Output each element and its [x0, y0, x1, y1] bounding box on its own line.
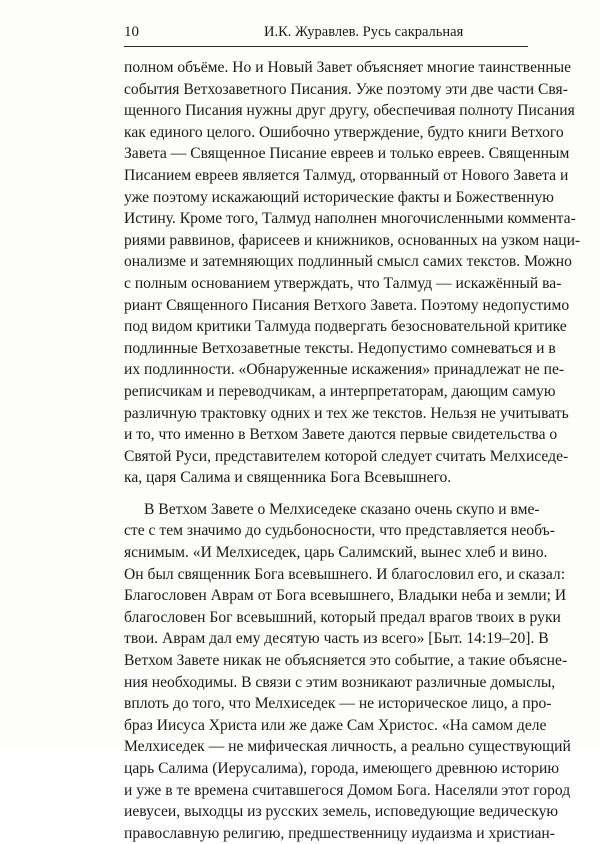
page-header: [124, 22, 522, 42]
text-line: под видом критики Талмуда подвергать безосновательной критике: [124, 318, 567, 336]
text-line: Ветхом Завете никак не объясняется это событие, а такие объясне-: [124, 652, 568, 670]
text-line: и уже в те времена считавшегося Домом Бога. Населяли этот город: [124, 781, 571, 799]
text-line: благословен Бог всевышний, который предал врагов твоих в руки: [124, 608, 561, 626]
text-line: яснимым. «И Мелхиседек, царь Салимский, вынес хлеб и вино.: [124, 544, 548, 562]
text-line: В Ветхом Завете о Мелхиседеке сказано очень скупо и вме-: [144, 500, 540, 518]
text-line: их подлинности. «Обнаруженные искажения» принадлежат не пе-: [124, 361, 565, 379]
text-line: различную трактовку одних и тех же текстов. Нельзя не учитывать: [124, 404, 569, 422]
text-line: сте с тем значимо до судьбоносности, что представляется необъ-: [124, 522, 555, 540]
text-line: православную религию, предшественницу иудаизма и христиан-: [124, 824, 555, 842]
text-line: риями раввинов, фарисеев и книжников, основанных на узком наци-: [124, 231, 581, 249]
text-line: щенного Писания нужны друг другу, обеспечивая полноту Писания: [124, 102, 575, 120]
text-line: твои. Аврам дал ему десятую часть из всего» [Быт. 14:19–20]. В: [124, 630, 549, 648]
text-line: с полным основанием утверждать, что Талмуд — искажённый ва-: [124, 274, 562, 292]
text-line: Писанием евреев является Талмуд, оторванный от Нового Завета и: [124, 166, 569, 184]
text-line: события Ветхозаветного Писания. Уже поэтому эти две части Свя-: [124, 80, 568, 98]
text-line: царь Салима (Иерусалима), города, имеющего древнюю историю: [124, 760, 560, 777]
text-line: Завета — Священное Писание евреев и только евреев. Священным: [124, 145, 570, 163]
paragraph: [124, 499, 571, 844]
text-line: риант Священного Писания Ветхого Завета. Поэтому недопустимо: [124, 296, 570, 314]
text-line: как единого целого. Ошибочно утверждение, будто книги Ветхого: [124, 123, 564, 141]
body-text: [124, 57, 581, 844]
text-line: Истину. Кроме того, Талмуд наполнен многочисленными коммента-: [124, 210, 576, 228]
text-line: ния необходимы. В связи с этим возникают различные домыслы,: [124, 673, 556, 691]
paragraph: [124, 57, 581, 489]
text-line: и то, что именно в Ветхом Завете даются первые свидетельства о: [124, 426, 558, 444]
text-line: Мелхиседек — не мифическая личность, а реально существующий: [124, 738, 571, 756]
paragraph-gap: [124, 489, 528, 499]
text-line: подлинные Ветхозаветные тексты. Недопустимо сомневаться и в: [124, 339, 556, 357]
header-rule: [124, 46, 528, 47]
text-line: браз Иисуса Христа или же даже Сам Христос. «На самом деле: [124, 716, 547, 734]
text-line: иевусеи, выходцы из русских земель, исповедующие ведическую: [124, 803, 559, 821]
text-line: вплоть до того, что Мелхиседек — не историческое лицо, а про-: [124, 695, 552, 713]
text-line: полном объёме. Но и Новый Завет объясняет многие таинственные: [124, 59, 572, 76]
text-line: Святой Руси, представителем которой следует считать Мелхиседе-: [124, 447, 569, 465]
text-line: уже поэтому искажающий исторические факты и Божественную: [124, 188, 554, 206]
text-line: онализме и затемняющих подлинный смысл самих текстов. Можно: [124, 253, 572, 271]
running-head: И.К. Журавлев. Русь сакральная: [264, 24, 464, 40]
text-line: ка, царя Салима и священника Бога Всевышнего.: [124, 469, 452, 487]
text-line: реписчикам и переводчикам, а интерпретаторам, дающим самую: [124, 382, 556, 400]
text-line: Благословен Аврам от Бога всевышнего, Владыки неба и земли; И: [124, 587, 567, 605]
text-line: Он был священник Бога всевышнего. И благословил его, и сказал:: [124, 565, 566, 583]
page-number: 10: [124, 24, 139, 40]
